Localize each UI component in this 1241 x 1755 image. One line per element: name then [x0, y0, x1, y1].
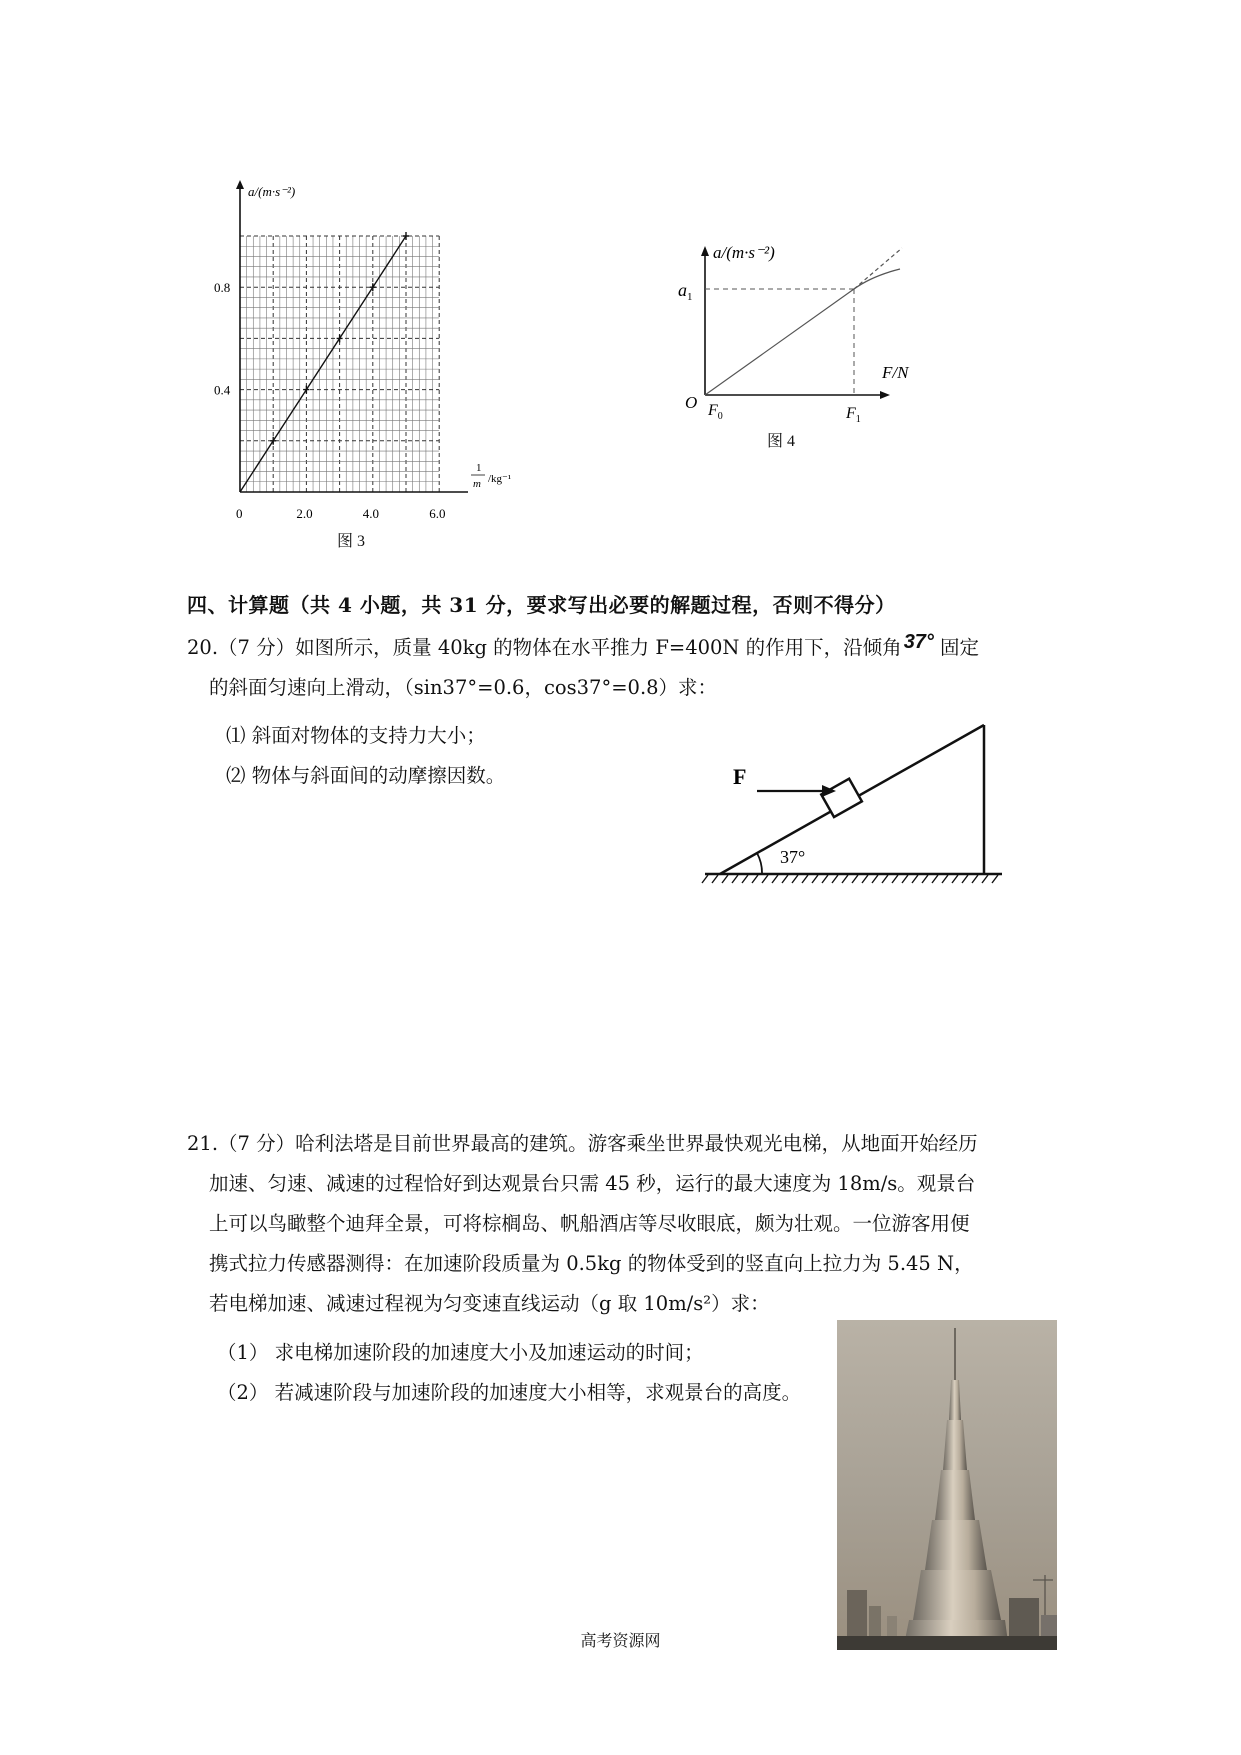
x-tick-label: 4.0 [362, 506, 380, 521]
x-tick-label: 2.0 [296, 506, 313, 521]
hatch-line [762, 875, 768, 883]
figure4-caption: 图 4 [767, 433, 796, 450]
x-axis-label: F/N [882, 363, 909, 382]
q20-line1-end: 固定 [939, 636, 979, 659]
linear-segment [705, 289, 854, 395]
hatch-line [782, 875, 788, 883]
grid [240, 236, 439, 492]
hatch-line [712, 875, 718, 883]
x-tick-label: 6.0 [429, 506, 446, 521]
q20-line1 [187, 628, 979, 668]
block [821, 779, 862, 817]
section-title: 四、计算题（共 4 小题，共 31 分，要求写出必要的解题过程，否则不得分） [187, 593, 896, 617]
q21-line3: 上可以鸟瞰整个迪拜全景，可将棕榈岛、帆船酒店等尽收眼底，颇为壮观。一位游客用便 [209, 1212, 970, 1235]
hatch-line [832, 875, 838, 883]
hatch-line [922, 875, 928, 883]
hatch-line [932, 875, 938, 883]
series-line [240, 236, 406, 492]
svg-text:F0 [707, 402, 723, 422]
figure3-caption: 图 3 [337, 533, 366, 550]
q21-line1: 21.（7 分）哈利法塔是目前世界最高的建筑。游客乘坐世界最快观光电梯，从地面开始经历 [187, 1132, 978, 1155]
hatch-line [872, 875, 878, 883]
extrapolation-dashed [854, 248, 902, 289]
hatch-line [902, 875, 908, 883]
y-tick-label: 0.8 [214, 280, 231, 296]
hatch-line [852, 875, 858, 883]
hatch-line [992, 875, 998, 883]
x-axis-fraction-num: 1 [476, 462, 482, 474]
f1-sub: 1 [855, 414, 861, 425]
q20-sub1: ⑴ 斜面对物体的支持力大小； [226, 724, 486, 747]
x-axis-fraction-den: m [473, 478, 481, 490]
hatch-line [892, 875, 898, 883]
hatch-line [742, 875, 748, 883]
hatch-line [842, 875, 848, 883]
f1-label: F [846, 405, 856, 422]
svg-text:a1 [678, 280, 693, 303]
hatch-line [752, 875, 758, 883]
y-axis-label: a/(m·s⁻²) [713, 243, 775, 262]
hatch-line [802, 875, 808, 883]
angle-label: 37° [780, 847, 806, 867]
curve-segment [854, 269, 900, 289]
hatch-line [982, 875, 988, 883]
hatch-line [772, 875, 778, 883]
origin-label: O [685, 393, 698, 412]
q20-line1-text: 20.（7 分）如图所示，质量 40kg 的物体在水平推力 F=400N 的作用下，沿倾角 [187, 636, 902, 659]
svg-text:F1 [845, 405, 861, 425]
tick-labels [214, 280, 445, 521]
incline-diagram [700, 718, 1010, 893]
hatch-line [952, 875, 958, 883]
q20-angle: 37° [903, 631, 934, 653]
hatch-line [962, 875, 968, 883]
hatch-line [822, 875, 828, 883]
hatch-line [792, 875, 798, 883]
q21-sub1: （1） 求电梯加速阶段的加速度大小及加速运动的时间； [217, 1341, 704, 1364]
f0-sub: 0 [717, 411, 723, 422]
hatch-line [942, 875, 948, 883]
q20-line2: 的斜面匀速向上滑动，（sin37°=0.6，cos37°=0.8）求： [209, 676, 718, 699]
hatch-line [912, 875, 918, 883]
footer: 高考资源网 [580, 1631, 661, 1650]
q20-sub2: ⑵ 物体与斜面间的动摩擦因数。 [226, 764, 506, 787]
figure3-graph [200, 180, 550, 525]
q21-line4: 携式拉力传感器测得：在加速阶段质量为 0.5kg 的物体受到的竖直向上拉力为 5.45 N， [209, 1252, 974, 1275]
hatch-line [972, 875, 978, 883]
ground-hatching [702, 875, 998, 883]
y-tick-label: 0.4 [214, 382, 231, 398]
y-axis-label: a/(m·s⁻²) [248, 184, 296, 199]
a1-sub: 1 [687, 291, 693, 303]
f0-label: F [708, 402, 718, 419]
x-tick-label: 0 [236, 506, 243, 521]
force-label: F [733, 764, 747, 789]
burj-khalifa-photo [837, 1320, 1057, 1650]
hatch-line [732, 875, 738, 883]
x-axis-label: /kg⁻¹ [488, 473, 512, 485]
angle-arc [757, 853, 762, 874]
hatch-line [812, 875, 818, 883]
hatch-line [862, 875, 868, 883]
q21-line5: 若电梯加速、减速过程视为匀变速直线运动（g 取 10m/s²）求： [209, 1292, 770, 1315]
hatch-line [722, 875, 728, 883]
data-line [240, 232, 409, 492]
q21-sub2: （2） 若减速阶段与加速阶段的加速度大小相等，求观景台的高度。 [217, 1381, 802, 1404]
figure4-graph [660, 230, 940, 455]
hatch-line [882, 875, 888, 883]
a1-label: a [678, 280, 687, 300]
q21-line2: 加速、匀速、减速的过程恰好到达观景台只需 45 秒，运行的最大速度为 18m/s。观景台 [209, 1172, 976, 1195]
hatch-line [702, 875, 708, 883]
